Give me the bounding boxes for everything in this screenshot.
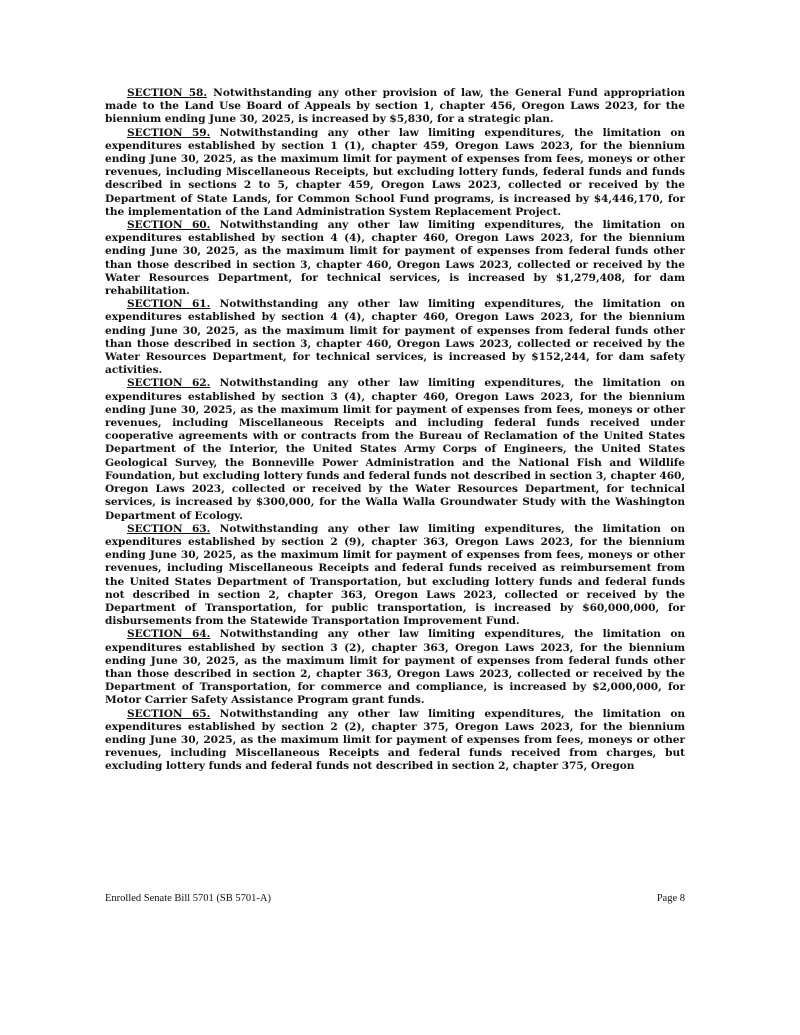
section-62-text: Notwithstanding any other law limiting expenditures, the limitation on expenditures established by section 3 (4), chapter 460, Oregon Laws 2023, for the biennium ending June 30, 2025, as the maximum limit for payment of expenses from fees, moneys or other revenues, including Miscellaneous Receipts and including federal funds received under cooperative agreements with or contracts from the Bureau of Reclamation of the United States Department of the Interior, the United States Army Corps of Engineers, the United States Geological Survey, the Bonneville Power Administration and the National Fish and Wildlife Foundation, but excluding lottery funds and federal funds not described in section 3, chapter 460, Oregon Laws 2023, collected or received by the Water Resources Department, for technical services, is increased by $300,000, for the Walla Walla Groundwater Study with the Washington Department of Ecology. [105,377,685,522]
section-62-heading: SECTION 62. [127,377,211,390]
section-61-paragraph [105,298,685,377]
section-60-paragraph [105,219,685,298]
section-59-paragraph [105,127,685,219]
section-65-text: Notwithstanding any other law limiting expenditures, the limitation on expenditures established by section 2 (2), chapter 375, Oregon Laws 2023, for the biennium ending June 30, 2025, as the maximum limit for payment of expenses from fees, moneys or other revenues, including Miscellaneous Receipts and federal funds received from charges, but excluding lottery funds and federal funds not described in section 2, chapter 375, Oregon [105,707,685,773]
section-65-paragraph [105,708,685,774]
section-63-paragraph [105,523,685,629]
document-body [105,87,685,774]
section-61-heading: SECTION 61. [127,298,211,311]
section-58-text: Notwithstanding any other provision of law, the General Fund appropriation made to the Land Use Board of Appeals by section 1, chapter 456, Oregon Laws 2023, for the biennium ending June 30, 2025, is increased by $5,830, for a strategic plan. [105,87,686,126]
section-64-heading: SECTION 64. [127,628,211,641]
section-60-text: Notwithstanding any other law limiting expenditures, the limitation on expenditures established by section 4 (4), chapter 460, Oregon Laws 2023, for the biennium ending June 30, 2025, as the maximum limit for payment of expenses from federal funds other than those described in section 3, chapter 460, Oregon Laws 2023, collected or received by the Water Resources Department, for technical services, is increased by $1,279,408, for dam rehabilitation. [105,219,685,298]
section-58-heading: SECTION 58. [127,87,208,99]
section-61-text: Notwithstanding any other law limiting expenditures, the limitation on expenditures established by section 4 (4), chapter 460, Oregon Laws 2023, for the biennium ending June 30, 2025, as the maximum limit for payment of expenses from federal funds other than those described in section 3, chapter 460, Oregon Laws 2023, collected or received by the Water Resources Department, for technical services, is increased by $152,244, for dam safety activities. [105,298,685,377]
footer-bill-label: Enrolled Senate Bill 5701 (SB 5701-A) [105,893,271,904]
section-63-text: Notwithstanding any other law limiting expenditures, the limitation on expenditures established by section 2 (9), chapter 363, Oregon Laws 2023, for the biennium ending June 30, 2025, as the maximum limit for payment of expenses from fees, moneys or other revenues, including Miscellaneous Receipts and federal funds received as reimbursement from the United States Department of Transportation, but excluding lottery funds and federal funds not described in section 2, chapter 363, Oregon Laws 2023, collected or received by the Department of Transportation, for public transportation, is increased by $60,000,000, for disbursements from the Statewide Transportation Improvement Fund. [105,522,685,628]
section-60-heading: SECTION 60. [127,219,211,232]
section-59-heading: SECTION 59. [127,126,211,139]
section-59-text: Notwithstanding any other law limiting expenditures, the limitation on expenditures established by section 1 (1), chapter 459, Oregon Laws 2023, for the biennium ending June 30, 2025, as the maximum limit for payment of expenses from fees, moneys or other revenues, including Miscellaneous Receipts, but excluding lottery funds, federal funds and funds described in sections 2 to 5, chapter 459, Oregon Laws 2023, collected or received by the Department of State Lands, for Common School Fund programs, is increased by $4,446,170, for the implementation of the Land Administration System Replacement Project. [105,126,685,218]
page-footer [105,893,685,904]
section-58-paragraph [105,87,685,127]
section-63-heading: SECTION 63. [127,522,211,535]
section-65-heading: SECTION 65. [127,707,211,720]
section-64-text: Notwithstanding any other law limiting expenditures, the limitation on expenditures established by section 3 (2), chapter 363, Oregon Laws 2023, for the biennium ending June 30, 2025, as the maximum limit for payment of expenses from federal funds other than those described in section 2, chapter 363, Oregon Laws 2023, collected or received by the Department of Transportation, for commerce and compliance, is increased by $2,000,000, for Motor Carrier Safety Assistance Program grant funds. [105,628,685,707]
footer-page-number: Page 8 [656,893,685,904]
section-64-paragraph [105,628,685,707]
section-62-paragraph [105,377,685,522]
